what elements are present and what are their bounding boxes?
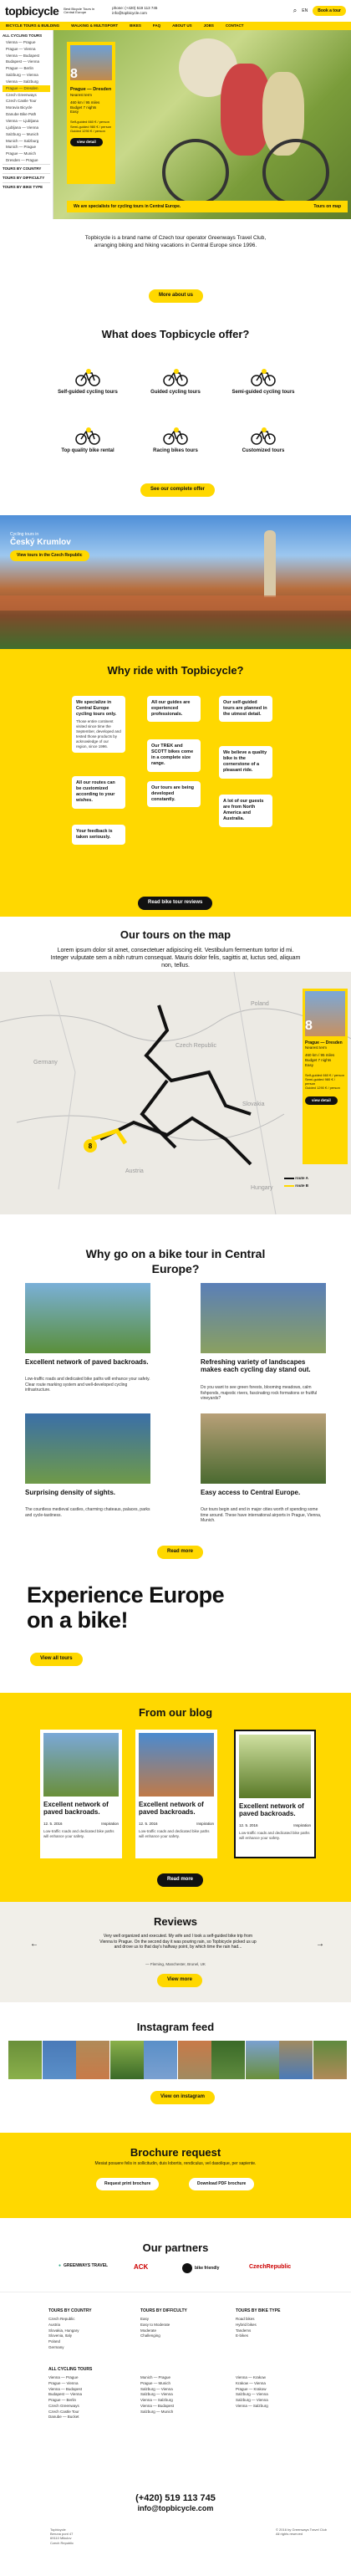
partners-title: Our partners (142, 2241, 209, 2254)
why-card (147, 696, 201, 722)
footer-difficulty-heading: TOURS BY DIFFICULTY (140, 2308, 187, 2313)
logo[interactable]: topbicycle (5, 3, 59, 18)
dropdown-item[interactable]: Salzburg — Munich (6, 131, 39, 136)
experience-line2: on a bike! (27, 1607, 129, 1633)
contact-info (112, 6, 157, 16)
blog-card-title: Excellent network of paved backroads. (139, 1801, 204, 1816)
brochure-title: Brochure request (130, 2146, 221, 2159)
complete-offer-button[interactable]: See our complete offer (140, 483, 215, 497)
blog-photo (43, 1733, 119, 1797)
partner-bike-friendly[interactable]: bike friendly (182, 2263, 219, 2273)
dropdown-item[interactable]: Vienna — Ljubljana (6, 118, 38, 123)
go-photo (25, 1413, 150, 1484)
header-email[interactable]: info@topbicycle.com (112, 11, 147, 15)
hero-tour-card[interactable] (67, 42, 115, 184)
dropdown-item[interactable]: Munich — Prague (6, 145, 37, 150)
footer-difficulty-list[interactable]: Easy Easy to Moderate Moderate Challenging (140, 2317, 170, 2338)
place-label: Slovakia (242, 1101, 265, 1107)
footer-all-tours-heading: ALL CYCLING TOURS (48, 2367, 93, 2372)
search-icon[interactable]: ⌕ (292, 6, 298, 14)
partner-ack[interactable]: ACK (134, 2263, 149, 2271)
place-label: Czech Republic (176, 1043, 217, 1049)
why-card (219, 795, 272, 827)
racing-bike-icon (163, 427, 188, 445)
request-print-brochure-button[interactable]: Request print brochure (96, 2178, 159, 2190)
map-marker-label: 8 (88, 1142, 93, 1150)
instagram-photo[interactable] (76, 2041, 109, 2079)
footer-country-list[interactable]: Czech Republic Austria Slovakia, Hungary Slovenia, Italy Poland Germany (48, 2317, 79, 2349)
dropdown-item[interactable]: Salzburg — Vienna (6, 73, 38, 78)
experience-line1: Experience Europe (27, 1582, 225, 1607)
blog-desc: Low-traffic roads and dedicated bike paths will enhance your safety. (43, 1829, 114, 1839)
offer-item[interactable] (138, 427, 213, 455)
bike-friendly-icon (182, 2263, 192, 2273)
download-pdf-brochure-button[interactable]: Download PDF brochure (189, 2178, 254, 2190)
why-card (72, 776, 125, 809)
dropdown-category[interactable]: TOURS BY DIFFICULTY (3, 173, 50, 182)
instagram-photo[interactable] (43, 2041, 76, 2079)
go-photo (25, 1283, 150, 1353)
go-item-desc: Low-traffic roads and dedicated bike paths will enhance your safety. Clear route marking system and well-developed cycling infrastructure. (25, 1377, 150, 1393)
blog-card-title: Excellent network of paved backroads. (43, 1801, 109, 1816)
blog-photo (139, 1733, 214, 1797)
dropdown-item[interactable]: Czech Greenways (6, 92, 37, 97)
hero-bar-text: We are specialists for cycling tours in Central Europe. (74, 203, 181, 209)
instagram-title: Instagram feed (136, 2021, 215, 2033)
why-card (219, 696, 272, 722)
offer-label: Racing bikes tours (153, 448, 198, 453)
blog-date: 12. 5. 2016 (239, 1822, 258, 1827)
why-card (219, 746, 272, 779)
blog-card[interactable] (40, 1730, 122, 1858)
offer-item[interactable] (138, 368, 213, 396)
go-item-desc: The countless medieval castles, charming chateaus, palaces, parks and cycle-tastiness. (25, 1507, 150, 1518)
cesky-subtitle: Cycling tours in (10, 532, 39, 537)
cesky-title: Český Krumlov (10, 538, 71, 547)
partner-czech-republic[interactable]: CzechRepublic (249, 2264, 292, 2270)
dropdown-item[interactable]: Vienna — Salzburg (6, 79, 38, 84)
why-card (147, 739, 201, 772)
why-card-title: Our self-guided tours are planned in the utmost detail. (223, 700, 267, 718)
offer-label: Top quality bike rental (61, 448, 114, 453)
instagram-photo[interactable] (211, 2041, 245, 2079)
dropdown-item[interactable]: Prague — Vienna (6, 46, 36, 51)
map-title: Our tours on the map (120, 928, 231, 941)
tour-desc: 460 km / 95 miles Budget 7 nights Easy (305, 1053, 335, 1067)
blog-meta (43, 1822, 119, 1827)
offer-item[interactable] (226, 427, 301, 455)
blog-category[interactable]: Inspiration (101, 1821, 119, 1826)
footer-biketype-heading: TOURS BY BIKE TYPE (236, 2308, 281, 2313)
dropdown-item[interactable]: Munich — Salzburg (6, 138, 39, 143)
instagram-photo[interactable] (313, 2041, 347, 2079)
dropdown-item[interactable]: Prague — Munich (6, 151, 37, 156)
legend-swatch (284, 1185, 294, 1187)
bike-wheel (262, 139, 329, 206)
dropdown-item[interactable]: Prague — Dresden (3, 85, 50, 92)
dropdown-item[interactable]: Prague — Berlin (6, 66, 34, 71)
dropdown-category[interactable]: TOURS BY BIKE TYPE (3, 182, 50, 192)
map-legend (284, 1174, 308, 1189)
instagram-photo[interactable] (8, 2041, 42, 2079)
dropdown-group[interactable]: ALL CYCLING TOURS (3, 33, 43, 38)
review-next-arrow[interactable]: → (316, 1940, 324, 1949)
review-quote: Very well organized and executed. My wife and I took a self-guided bike trip from Vienna to Prague. On the second day it was pouring rain, so Topbicycle picked us up and drove us to that day's halfway point, by which time the rain had... (99, 1934, 257, 1950)
footer-phone[interactable]: (+420) 519 113 745 (135, 2493, 216, 2503)
go-photo (201, 1413, 326, 1484)
instagram-photo[interactable] (246, 2041, 279, 2079)
instagram-photo[interactable] (144, 2041, 177, 2079)
blog-card-title: Excellent network of paved backroads. (239, 1802, 304, 1817)
more-about-us-button[interactable]: More about us (149, 289, 203, 303)
why-card (147, 781, 201, 807)
reviews-title: Reviews (153, 1915, 198, 1928)
dropdown-item[interactable]: Vienna — Prague (6, 39, 36, 44)
dropdown-item[interactable]: Ljubljana — Vienna (6, 125, 38, 130)
rental-icon (75, 427, 100, 445)
place-label: Hungary (251, 1185, 273, 1191)
cesky-krumlov-photo (0, 515, 351, 649)
why-card-title: Your feedback is taken seriously. (76, 829, 113, 841)
blog-meta (139, 1822, 214, 1827)
legend-item: route A (295, 1176, 308, 1180)
tour-prices: Self-guided 660 € / person Semi-guided 980 € / person Guided 1290 € / person (305, 1072, 344, 1091)
review-prev-arrow[interactable]: ← (30, 1940, 38, 1949)
tour-desc: 460 km / 95 miles Budget 7 nights Easy (70, 100, 100, 115)
why-card-title: We believe a quality bike is the cornerstone of a pleasant ride. (223, 750, 267, 774)
offer-label: Customized tours (242, 448, 285, 453)
bike-wheel (162, 139, 229, 206)
offer-label: Self-guided cycling tours (58, 390, 118, 395)
tours-dropdown (0, 30, 53, 219)
brochure-desc: Mesiat posuere felis in sollicitudin, duis lobortis, rendiculus, vel dasolique, per sapiente. (94, 2161, 257, 2166)
nav-item[interactable]: JOBS (203, 23, 214, 28)
why-card (72, 825, 125, 845)
blog-desc: Low-traffic roads and dedicated bike paths will enhance your safety. (239, 1831, 310, 1841)
blog-date: 12. 5. 2016 (43, 1821, 63, 1826)
place-label: Germany (33, 1060, 58, 1066)
tour-number: 8 (305, 1019, 313, 1033)
footer-country-heading: TOURS BY COUNTRY (48, 2308, 92, 2313)
dropdown-item[interactable]: Budapest — Vienna (6, 59, 39, 64)
footer-all-tours-list[interactable]: Vienna — Krakow Krakow — Vienna Prague — Krakow Salzburg — Vienna Salzburg — Vienna Vienna — Salzburg (236, 2375, 268, 2408)
dropdown-item[interactable]: Vienna — Budapest (6, 53, 39, 58)
dropdown-item[interactable]: Danube Bike Path (6, 112, 37, 117)
offer-item[interactable] (50, 368, 125, 396)
go-title: Why go on a bike tour in Central Europe? (85, 1247, 266, 1276)
experience-heading (27, 1582, 224, 1633)
blog-card[interactable] (234, 1730, 316, 1858)
border-line (50, 980, 75, 1189)
go-item-title: Excellent network of paved backroads. (25, 1358, 149, 1366)
offer-item[interactable] (50, 427, 125, 455)
why-card-desc: Those entire continent visited since time the September, developed and tested those products by acknowledge of our region, since 1996. (76, 719, 121, 749)
map-description: Lorem ipsum dolor sit amet, consectetuer adipiscing elit. Vestibulum fermentum tortor id mi. Integer vulputate sem a nibh rutrum consequat. Mauris dolor felis, sagittis at, luctus sed, aliquam non, tellus. (50, 948, 301, 969)
nav-item[interactable]: ABOUT US (172, 23, 192, 28)
why-card-title: A lot of our guests are from North America and Australia. (223, 799, 264, 822)
blog-category[interactable]: Inspiration (293, 1822, 311, 1827)
dropdown-item[interactable]: Moravia Bicycle (6, 105, 33, 110)
tour-meta: Nearest term (305, 1045, 328, 1050)
header-phone[interactable]: phone: (+420) 519 113 745 (112, 6, 158, 11)
nav-item[interactable]: CONTACT (225, 23, 244, 28)
place-label: Austria (125, 1168, 144, 1174)
why-card-title: Our TREK and SCOTT bikes come in a complete size range. (151, 744, 194, 767)
intro-text: Topbicycle is a brand name of Czech tour operator Greenways Travel Club, arranging biking and hiking vacations in Central Europe since 1996. (84, 235, 267, 249)
nav-item[interactable]: BIKES (130, 23, 141, 28)
footer-address: Topbicycle Beruna pont 47 69110 Mikulov Czech Republic (50, 2527, 74, 2545)
guided-bike-icon (163, 368, 188, 386)
leaf-icon: ● (58, 2263, 62, 2268)
dropdown-category[interactable]: TOURS BY COUNTRY (3, 164, 50, 173)
why-title: Why ride with Topbicycle? (107, 664, 244, 677)
border-line (0, 1009, 351, 1041)
legend-swatch (284, 1178, 294, 1179)
view-all-tours-button[interactable]: View all tours (30, 1653, 83, 1666)
nav-item[interactable]: FAQ (152, 23, 161, 28)
instagram-photo[interactable] (110, 2041, 144, 2079)
footer-all-tours-list[interactable]: Vienna — Prague Prague — Vienna Vienna — Budapest Budapest — Vienna Prague — Berlin Czech Greenways Czech Castle Tour Danube — Bucket (48, 2375, 82, 2420)
instagram-photo[interactable] (178, 2041, 211, 2079)
castle-tower (264, 530, 276, 597)
why-card-title: All our routes can be customized according to your wishes. (76, 780, 115, 804)
top-bar (0, 0, 351, 22)
tour-route[interactable] (142, 1081, 176, 1147)
view-more-reviews-button[interactable]: View more (157, 1974, 202, 1987)
view-detail-button[interactable]: view detail (70, 138, 103, 146)
footer-copyright: © 2016 by Greenways Travel Club All rights reserved (276, 2527, 327, 2537)
footer-biketype-list[interactable]: Road bikes Hybrid bikes Tandems E-bikes (236, 2317, 257, 2338)
offer-label: Guided cycling tours (150, 390, 201, 395)
customized-icon (251, 427, 276, 445)
tour-title: Prague — Dresden (70, 86, 112, 92)
blog-desc: Low-traffic roads and dedicated bike paths will enhance your safety. (139, 1829, 210, 1839)
czech-tours-button[interactable]: View tours in the Czech Republic (10, 550, 89, 561)
place-label: Poland (251, 1001, 269, 1007)
offer-item[interactable] (226, 368, 301, 396)
blog-read-more-button[interactable]: Read more (157, 1873, 203, 1887)
highlighted-route[interactable] (92, 1131, 125, 1143)
hero-bar (67, 201, 348, 212)
tour-title: Prague — Dresden (305, 1040, 343, 1045)
tour-prices: Self-guided 660 € / person Semi-guided 980 € / person Guided 1290 € / person (70, 120, 112, 133)
blog-card[interactable] (135, 1730, 217, 1858)
blog-date: 12. 5. 2016 (139, 1821, 158, 1826)
partner-greenways[interactable]: ● GREENWAYS TRAVEL (58, 2263, 109, 2268)
map-tour-card[interactable] (303, 989, 348, 1164)
semi-guided-icon (251, 368, 276, 386)
nav-item[interactable]: BICYCLE TOURS & BUILDING (6, 23, 60, 28)
why-card-title: We specialize in Central Europe cycling tours only. (76, 700, 117, 718)
main-nav (0, 22, 351, 30)
tour-route[interactable] (146, 1005, 251, 1114)
go-item-title: Easy access to Central Europe. (201, 1489, 301, 1496)
review-author: — Fleming, Manchester, Brunel, UK (145, 1962, 206, 1966)
tours-on-map-link[interactable]: Tours on map (313, 203, 341, 209)
footer-all-tours-list[interactable]: Munich — Prague Prague — Munich Salzburg — Vienna Salzburg — Vienna Vienna — Salzburg Vienna — Budapest Salzburg — Munich (140, 2375, 174, 2414)
read-reviews-button[interactable]: Read bike tour reviews (138, 897, 212, 910)
view-instagram-button[interactable]: View on instagram (150, 2091, 215, 2104)
go-item-title: Refreshing variety of landscapes makes each cycling day stand out. (201, 1358, 311, 1374)
go-item-desc: Our tours begin and end in major cities worth of spending some time around. These have international airports in Prague, Vienna, Munich. (201, 1507, 322, 1523)
footer-email[interactable]: info@topbicycle.com (137, 2504, 214, 2513)
dropdown-item[interactable]: Dresden — Prague (6, 158, 38, 163)
tour-meta: Nearest term (70, 92, 93, 97)
bike-icon (75, 368, 100, 386)
nav-item[interactable]: WALKING & MULTISPORT (71, 23, 119, 28)
why-card (72, 696, 125, 753)
dropdown-item[interactable]: Czech Castle Tour (6, 99, 37, 104)
go-item-desc: Do you want to see green forests, blooming meadows, calm fishponds, majestic rivers, fascinating rock formations or fruitful vineyards? (201, 1385, 318, 1401)
book-tour-button[interactable]: Book a tour (313, 6, 346, 17)
tagline: Best Bicycle Tours in Central Europe (64, 6, 95, 14)
blog-title: From our blog (138, 1706, 213, 1719)
go-photo (201, 1283, 326, 1353)
legend-item: route B (295, 1183, 309, 1188)
blog-photo (239, 1735, 311, 1798)
footer-contact (0, 2492, 351, 2514)
border-line (234, 972, 276, 1214)
why-card-title: Our tours are being developed constantly. (151, 785, 195, 803)
go-item-title: Surprising density of sights. (25, 1489, 116, 1496)
blog-category[interactable]: Inspiration (196, 1821, 214, 1826)
go-read-more-button[interactable]: Read more (157, 1546, 203, 1559)
offer-label: Semi-guided cycling tours (231, 390, 295, 395)
view-detail-button[interactable]: view detail (305, 1096, 338, 1105)
offer-title: What does Topbicycle offer? (101, 328, 250, 340)
why-card-title: All our guides are experienced professionals. (151, 700, 191, 718)
language-selector[interactable]: EN (302, 8, 308, 13)
tour-number: 8 (70, 67, 78, 81)
rooftops (0, 595, 351, 611)
instagram-photo[interactable] (279, 2041, 313, 2079)
blog-meta (239, 1823, 311, 1828)
